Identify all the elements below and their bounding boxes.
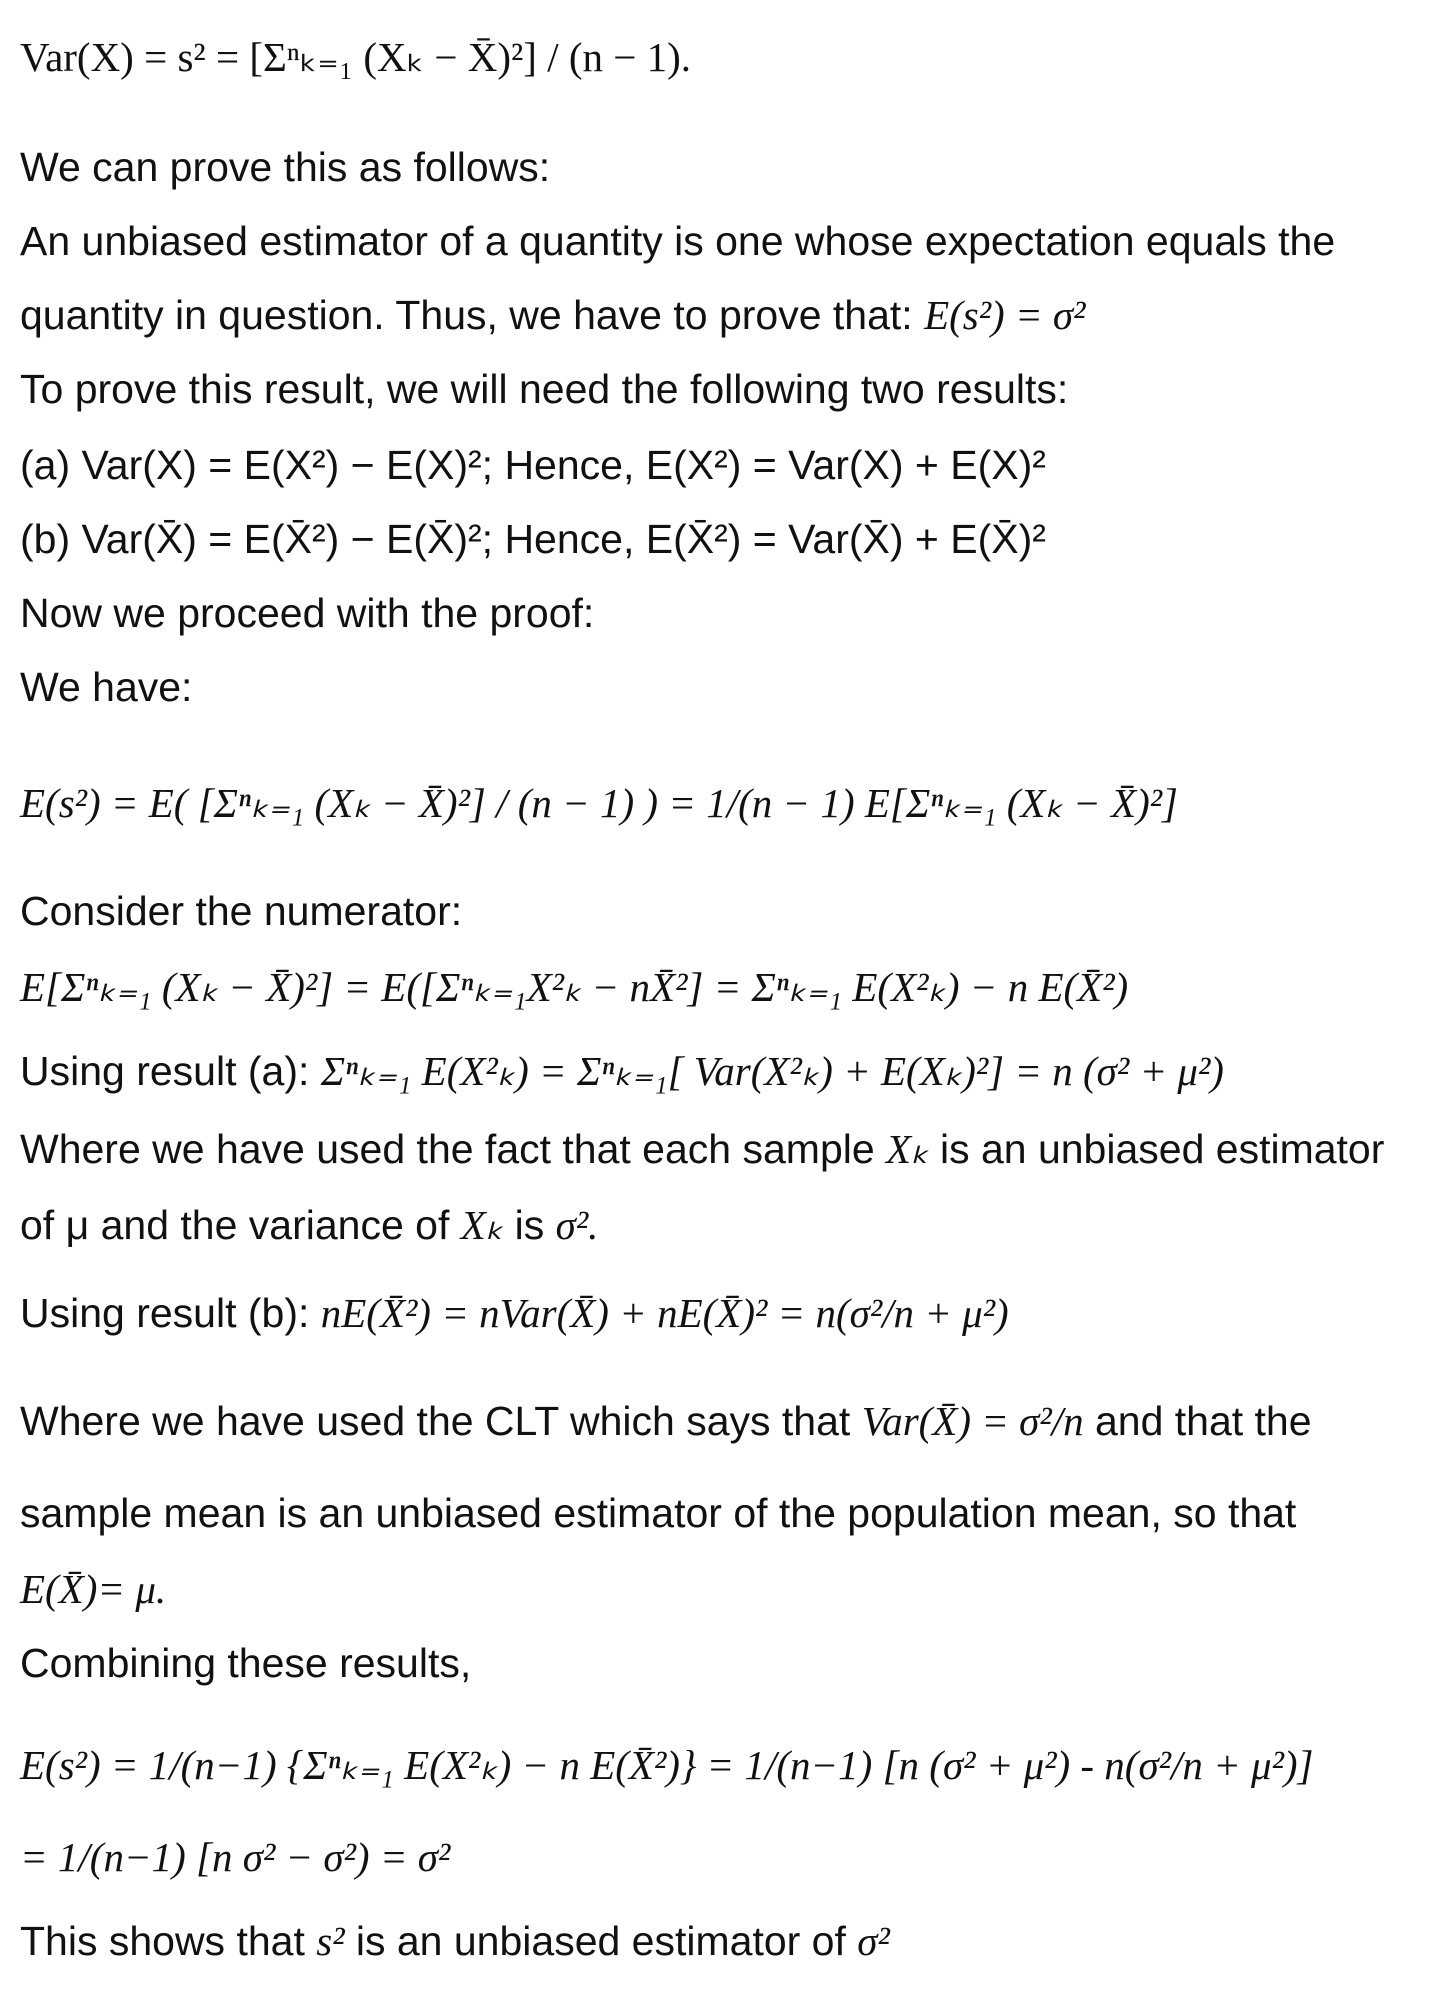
formula-expectation-s2: E(s²) = E( [Σⁿₖ₌₁ (Xₖ − X̄)²] / (n − 1) ) = 1/(n − 1) E[Σⁿₖ₌₁ (Xₖ − X̄)²] xyxy=(20,780,1179,826)
text-line-mu-variance xyxy=(20,1202,598,1248)
mu-text: of μ and the variance of xyxy=(20,1202,461,1248)
clt-formula: Var(X̄) = σ²/n xyxy=(861,1398,1084,1444)
text-line-we-have: We have: xyxy=(20,664,193,710)
mu-is: is xyxy=(503,1202,556,1248)
using-a-formula: Σⁿₖ₌₁ E(X²ₖ) = Σⁿₖ₌₁[ Var(X²ₖ) + E(Xₖ)²] = n (σ² + μ²) xyxy=(320,1048,1224,1094)
formula-mean-mu: E(X̄)= μ. xyxy=(20,1566,167,1612)
clt-rest: and that the xyxy=(1083,1398,1312,1444)
using-a-text: Using result (a): xyxy=(20,1048,321,1094)
result-a: (a) Var(X) = E(X²) − E(X)²; Hence, E(X²) = Var(X) + E(X)² xyxy=(20,442,1046,488)
fact-rest: is an unbiased estimator xyxy=(928,1126,1385,1172)
text-line-sample-mean: sample mean is an unbiased estimator of the population mean, so that xyxy=(20,1490,1297,1536)
text-line-combining: Combining these results, xyxy=(20,1640,472,1686)
text-line-need-results: To prove this result, we will need the following two results: xyxy=(20,366,1069,412)
fact-xk: Xₖ xyxy=(886,1126,929,1172)
using-b-formula: nE(X̄²) = nVar(X̄) + nE(X̄)² = n(σ²/n + μ²) xyxy=(320,1290,1009,1336)
formula-numerator: E[Σⁿₖ₌₁ (Xₖ − X̄)²] = E([Σⁿₖ₌₁X²ₖ − nX̄²] = Σⁿₖ₌₁ E(X²ₖ) − n E(X̄²) xyxy=(20,964,1129,1010)
text-line-clt xyxy=(20,1398,1312,1444)
text-line-definition: An unbiased estimator of a quantity is one whose expectation equals the xyxy=(20,218,1336,264)
formula-sample-variance-text: Var(X) = s² = [Σⁿₖ₌₁ (Xₖ − X̄)²] / (n − 1). xyxy=(20,34,692,80)
conclusion-c: is an unbiased estimator of xyxy=(344,1918,858,1964)
mu-sigma: σ². xyxy=(555,1202,599,1248)
goal-formula: E(s²) = σ² xyxy=(924,292,1086,338)
goal-text: quantity in question. Thus, we have to prove that: xyxy=(20,292,925,338)
text-line-proceed: Now we proceed with the proof: xyxy=(20,590,595,636)
result-b: (b) Var(X̄) = E(X̄²) − E(X̄)²; Hence, E(X̄²) = Var(X̄) + E(X̄)² xyxy=(20,516,1046,562)
text-line-numerator: Consider the numerator: xyxy=(20,888,463,934)
conclusion-a: This shows that xyxy=(20,1918,317,1964)
formula-sample-variance xyxy=(20,34,691,80)
text-line-using-a xyxy=(20,1048,1224,1094)
text-line-using-b xyxy=(20,1290,1009,1336)
text-line-conclusion xyxy=(20,1918,890,1964)
text-line-fact xyxy=(20,1126,1384,1172)
using-b-text: Using result (b): xyxy=(20,1290,321,1336)
text-line-goal xyxy=(20,292,1085,338)
text-line-proof-intro: We can prove this as follows: xyxy=(20,144,551,190)
clt-text: Where we have used the CLT which says that xyxy=(20,1398,862,1444)
conclusion-s2: s² xyxy=(316,1918,345,1964)
conclusion-sigma2: σ² xyxy=(857,1918,890,1964)
formula-final: = 1/(n−1) [n σ² − σ²) = σ² xyxy=(20,1834,451,1880)
formula-combined: E(s²) = 1/(n−1) {Σⁿₖ₌₁ E(X²ₖ) − n E(X̄²)} = 1/(n−1) [n (σ² + μ²) - n(σ²/n + μ²)] xyxy=(20,1742,1314,1788)
mu-xk: Xₖ xyxy=(460,1202,504,1248)
fact-text: Where we have used the fact that each sample xyxy=(20,1126,887,1172)
